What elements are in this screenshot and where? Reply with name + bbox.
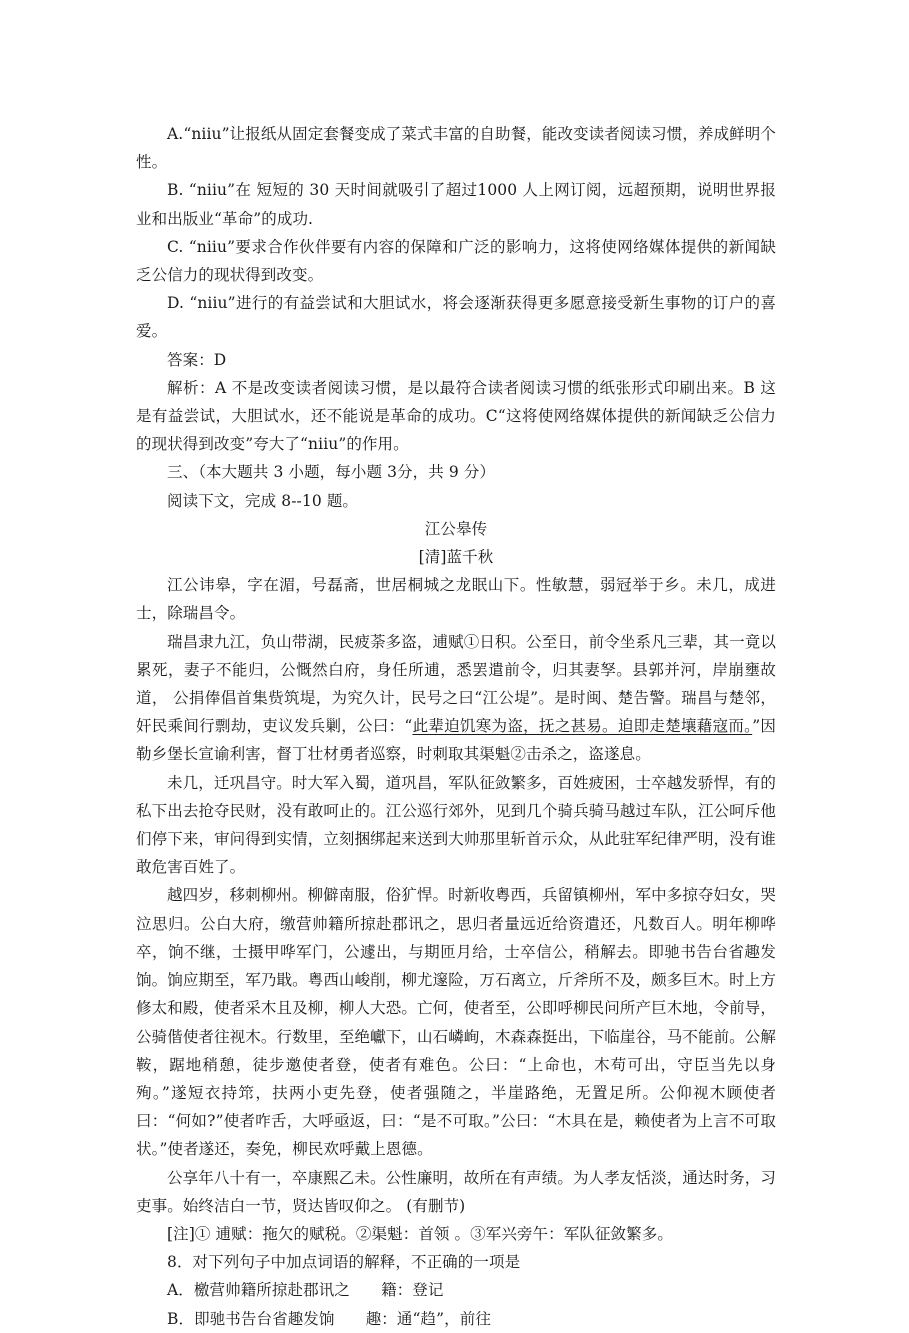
paragraph-2-text-after: ”因勒乡堡长宣谕利害，督丁壮材勇者巡察，时刺取其渠魁②击杀之，盗遂息。 bbox=[136, 717, 776, 764]
option-c-prev: C. “niiu”要求合作伙伴要有内容的保障和广泛的影响力，这将使网络媒体提供的新闻缺乏公信力的现状得到改变。 bbox=[136, 237, 776, 285]
question-8-option-b: B．即驰书告台省趣发饷 趣：通“趋”，前往 bbox=[167, 1309, 491, 1328]
section-heading: 三、（本大题共 3 小题，每小题 3分，共 9 分） bbox=[167, 463, 496, 482]
article-paragraph-4: 越四岁，移刺柳州。柳僻南服，俗犷悍。时新收粤西，兵留镇柳州，军中多掠夺妇女，哭泣思归。公白大府，缴营帅籍所掠赴郡讯之，思归者量远近给资遣还，凡数百人。明年柳哗卒，饷不继，士摄甲哗军门，公遽出，与期匝月给，士卒信公，稍解去。即驰书告台省趣发饷。饷应期至，军乃戢。粤西山峻削，柳尤邃险，万石离立，斤斧所不及，颇多巨木。时上方修太和殿，使者采木且及柳，柳人大恐。亡何，使者至，公即呼柳民问所产巨木地，令前导，公骑偕使者往视木。行数里，至绝巘下，山石嶙峋，木森森挺出，下临崖谷，马不能前。公解鞍，踞地稍憩，徒步邀使者登，使者有难色。公曰：“上命也，木苟可出，守臣当先以身殉。”遂短衣持筇，扶两小吏先登，使者强随之，半崖路绝，无置足所。公仰视木顾使者曰：“何如?”使者咋舌，大呼亟返，曰：“是不可取。”公曰：“木具在是，赖使者为上言不可取状。”使者遂还，奏免，柳民欢呼戴上恩德。 bbox=[136, 886, 776, 1159]
option-d-prev: D. “niiu”进行的有益尝试和大胆试水，将会逐渐获得更多愿意接受新生事物的订户的喜爱。 bbox=[136, 294, 776, 341]
option-a-prev: A.“niiu”让报纸从固定套餐变成了菜式丰富的自助餐，能改变读者阅读习惯，养成鲜明个性。 bbox=[136, 125, 776, 172]
analysis-paragraph: 解析：A 不是改变读者阅读习惯，是以最符合读者阅读习惯的纸张形式印刷出来。B 这是有益尝试，大胆试水，还不能说是革命的成功。C“这将使网络媒体提供的新闻缺乏公信力的现状得到改变”夸大了“niiu”的作用。 bbox=[136, 378, 776, 454]
reading-instruction: 阅读下文，完成 8--10 题。 bbox=[167, 491, 359, 510]
document-body bbox=[136, 120, 776, 1333]
article-paragraph-1: 江公讳皋，字在湄，号磊斋，世居桐城之龙眠山下。性敏慧，弱冠举于乡。未几，成进士，除瑞昌令。 bbox=[136, 576, 776, 623]
article-paragraph-3: 未几，迁巩昌守。时大军入蜀，道巩昌，军队征敛繁多，百姓疲困，士卒越发骄悍，有的私下出去抢夺民财，没有敢呵止的。江公巡行郊外，见到几个骑兵骑马越过车队，江公呵斥他们停下来，审问得到实情，立刻捆绑起来送到大帅那里斩首示众，从此驻军纪律严明，没有谁敢危害百姓了。 bbox=[136, 773, 776, 877]
question-8-stem: 8．对下列句子中加点词语的解释，不正确的一项是 bbox=[167, 1253, 521, 1272]
question-8-option-a: A．檄营帅籍所掠赴郡讯之 籍：登记 bbox=[167, 1281, 444, 1300]
article-paragraph-2 bbox=[136, 628, 776, 769]
article-paragraph-5: 公享年八十有一，卒康熙乙未。公性廉明，故所在有声绩。为人孝友恬淡，通达时务，习吏事。始终洁白一节，贤达皆叹仰之。 (有删节) bbox=[136, 1168, 776, 1215]
footnotes: [注]① 逋赋：拖欠的赋税。②渠魁：首领 。③军兴旁午：军队征敛繁多。 bbox=[167, 1224, 673, 1243]
article-title: 江公皋传 bbox=[424, 519, 488, 538]
answer-line: 答案：D bbox=[167, 350, 227, 369]
option-b-prev: B. “niiu”在 短短的 30 天时间就吸引了超过1000 人上网订阅，远超预期，说明世界报业和出版业“革命”的成功. bbox=[136, 181, 776, 228]
underlined-sentence: 此辈迫饥寒为盗，抚之甚易。迫即走楚壤藉寇而。 bbox=[412, 717, 753, 736]
article-author: [清]蓝千秋 bbox=[418, 548, 494, 567]
paragraph-2-text-before: 瑞昌隶九江，负山带湖，民疲荼多盗，逋赋①日积。公至日，前令坐系凡三辈，其一竟以累死，妻子不能归，公慨然白府，身任所逋，悉罢遣前令，归其妻孥。县郭并河，岸崩壅故道， 公捐俸倡首集赀筑堤，为究久计，民号之曰“江公堤”。是时闽、楚告警。瑞昌与楚邻，奸民乘间行剽劫，吏议发兵剿，公曰：“ bbox=[136, 632, 776, 736]
